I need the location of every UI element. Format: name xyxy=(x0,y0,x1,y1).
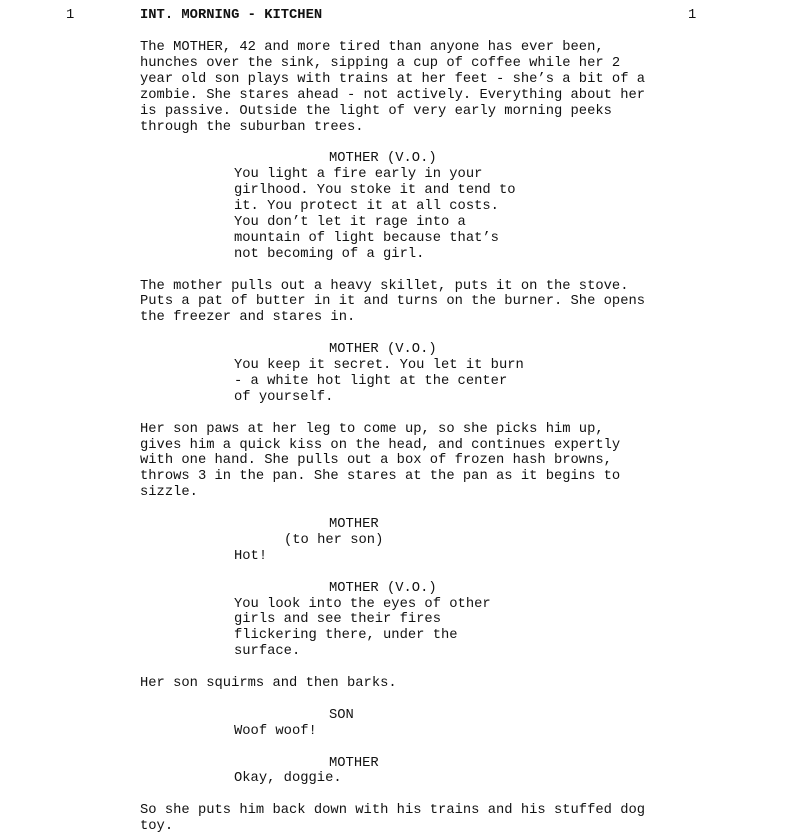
dialogue-line: Okay, doggie. xyxy=(234,771,342,787)
scene-heading: INT. MORNING - KITCHEN xyxy=(140,8,323,23)
action-line: is passive. Outside the light of very early morning peeks xyxy=(140,103,612,119)
action-line: Her son squirms and then barks. xyxy=(140,676,397,691)
action-line: the freezer and stares in. xyxy=(140,310,356,326)
action-line: So she puts him back down with his trains and his stuffed dog xyxy=(140,803,646,819)
character-cue: MOTHER (V.O.) xyxy=(329,342,437,358)
action-line: zombie. She stares ahead - not actively. Everything about her xyxy=(140,87,646,103)
action-line: The mother pulls out a heavy skillet, puts it on the stove. xyxy=(140,278,629,294)
dialogue-line: not becoming of a girl. xyxy=(234,246,425,262)
dialogue-line: girls and see their fires xyxy=(234,612,441,628)
scene-number-left: 1 xyxy=(66,8,75,23)
action-line: Her son paws at her leg to come up, so she picks him up, xyxy=(140,421,604,437)
action-line: hunches over the sink, sipping a cup of coffee while her 2 xyxy=(140,55,621,71)
action-line: year old son plays with trains at her feet - she’s a bit of a xyxy=(140,71,646,87)
character-cue: MOTHER (V.O.) xyxy=(329,580,437,596)
dialogue-line: You keep it secret. You let it burn xyxy=(234,358,524,373)
dialogue-line: surface. xyxy=(234,644,301,660)
action-line: gives him a quick kiss on the head, and continues expertly xyxy=(140,437,621,453)
action-line: The MOTHER, 42 and more tired than anyone has ever been, xyxy=(140,40,604,55)
dialogue-line: You light a fire early in your xyxy=(234,167,483,183)
dialogue-line: You don’t let it rage into a xyxy=(234,214,466,230)
scene-number-right: 1 xyxy=(688,8,697,23)
character-cue: MOTHER xyxy=(329,755,379,771)
action-line: toy. xyxy=(140,819,174,835)
dialogue-line: of yourself. xyxy=(234,389,334,405)
dialogue-line: flickering there, under the xyxy=(234,628,458,644)
action-line: sizzle. xyxy=(140,485,198,501)
action-line: with one hand. She pulls out a box of frozen hash browns, xyxy=(140,453,612,469)
character-cue: MOTHER (V.O.) xyxy=(329,151,437,167)
dialogue-line: - a white hot light at the center xyxy=(234,373,508,389)
dialogue-line: Woof woof! xyxy=(234,723,317,739)
action-line: Puts a pat of butter in it and turns on the burner. She opens xyxy=(140,294,646,310)
action-line: through the suburban trees. xyxy=(140,119,364,135)
dialogue-line: girlhood. You stoke it and tend to xyxy=(234,183,516,199)
dialogue-line: mountain of light because that’s xyxy=(234,230,499,246)
parenthetical: (to her son) xyxy=(284,532,384,548)
dialogue-line: Hot! xyxy=(234,548,268,564)
character-cue: SON xyxy=(329,707,354,723)
dialogue-line: You look into the eyes of other xyxy=(234,596,491,612)
character-cue: MOTHER xyxy=(329,517,379,532)
action-line: throws 3 in the pan. She stares at the pan as it begins to xyxy=(140,469,621,485)
dialogue-line: it. You protect it at all costs. xyxy=(234,199,499,214)
